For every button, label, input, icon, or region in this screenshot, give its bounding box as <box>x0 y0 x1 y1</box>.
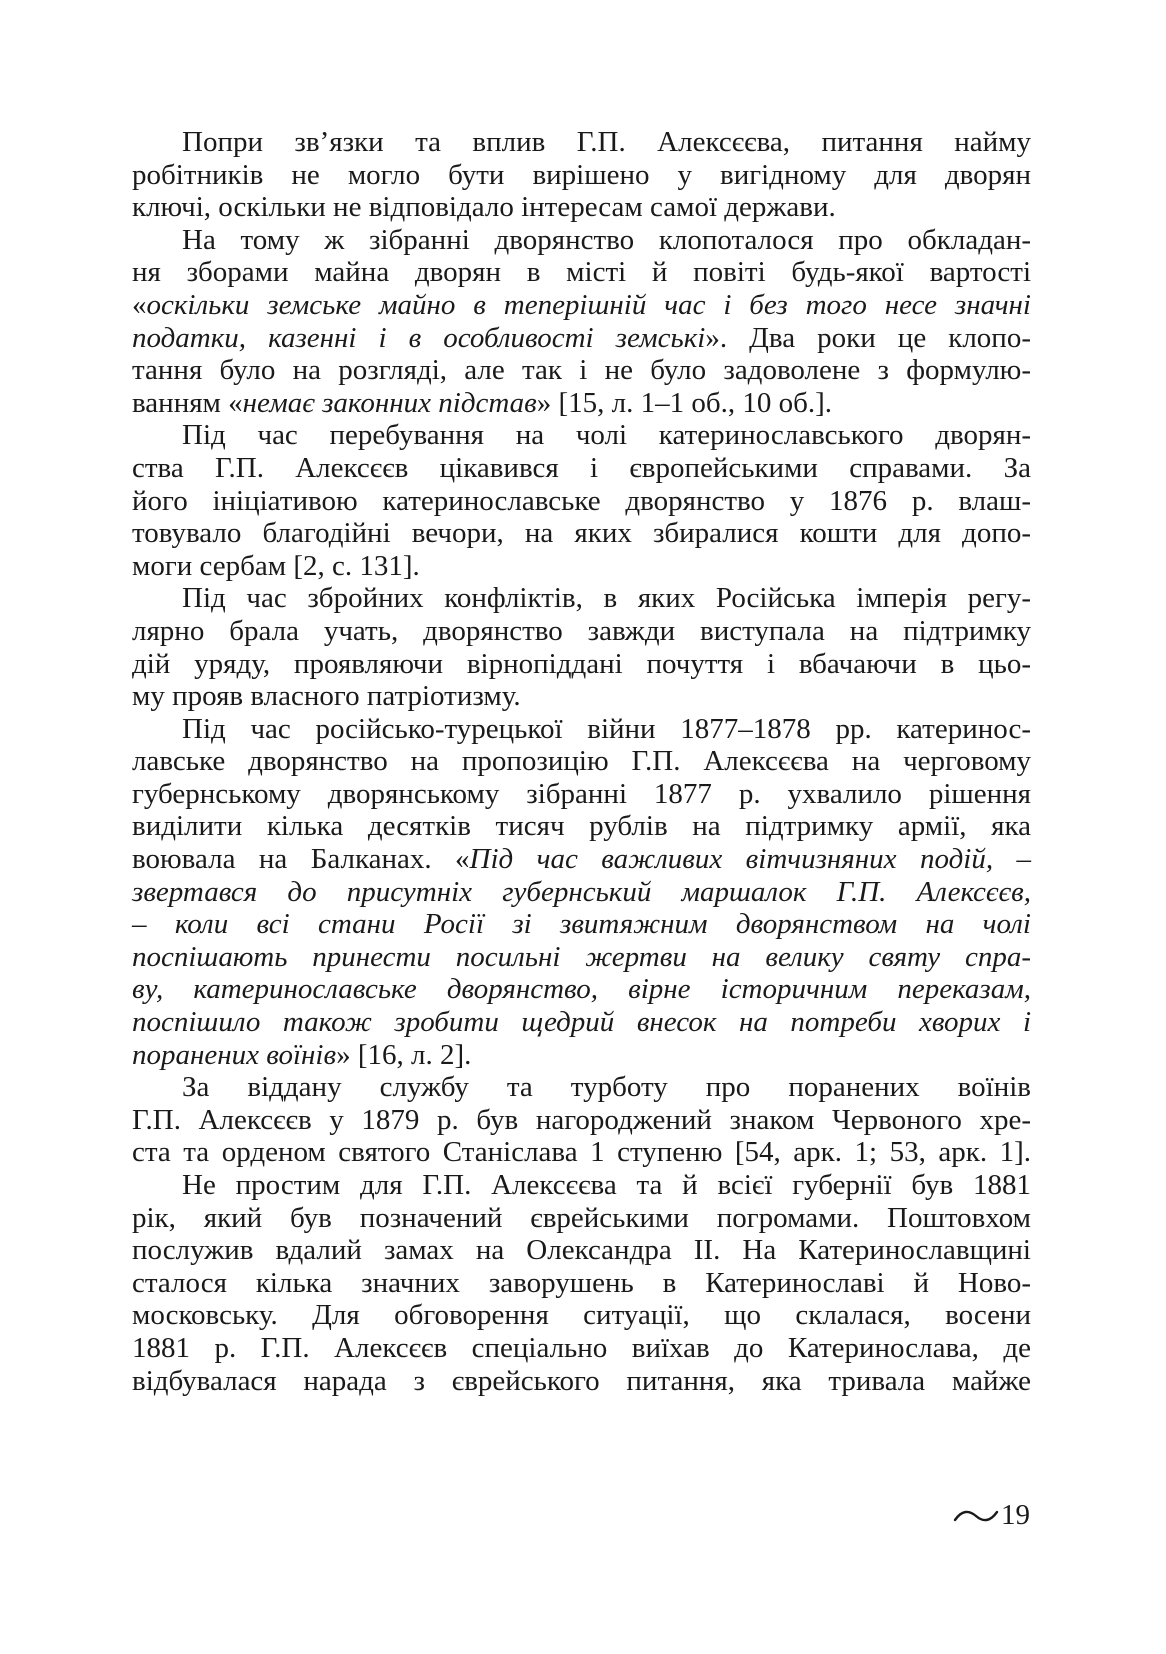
text-line: Не простим для Г.П. Алексєєва та й всієї губернії був 1881 <box>182 1169 1031 1201</box>
text-line: лярно брала учать, дворянство завжди виступала на підтримку <box>132 614 1031 647</box>
text-line: поспішило також зробити щедрий внесок на потреби хворих і <box>132 1006 1031 1039</box>
page-number <box>953 1499 1030 1532</box>
text-line: ста та орденом святого Станіслава 1 ступеню [54, арк. 1; 53, арк. 1]. <box>132 1136 1031 1169</box>
text-line: воювала на Балканах. «Під час важливих вітчизняних подій, – <box>132 843 1031 876</box>
text-line: сталося кілька значних заворушень в Катеринославі й Ново- <box>132 1266 1031 1299</box>
text-line: – коли всі стани Росії зі звитяжним дворянством на чолі <box>132 908 1031 941</box>
text-line: послужив вдалий замах на Олександра ІІ. На Катеринославщині <box>132 1234 1031 1267</box>
text-line: моги сербам [2, с. 131]. <box>132 549 420 582</box>
text-line: ву, катеринославське дворянство, вірне історичним переказам, <box>132 973 1031 1006</box>
text-line: робітників не могло бути вирішено у вигідному для дворян <box>132 158 1031 191</box>
text-line: виділити кілька десятків тисяч рублів на підтримку армії, яка <box>132 810 1031 843</box>
text-line: За віддану службу та турботу про поранених воїнів <box>182 1071 1031 1104</box>
text-line: «оскільки земське майно в теперішній час і без того несе значні <box>132 288 1031 321</box>
text-line: дій уряду, проявляючи вірнопіддані почуття і вбачаючи в цьо- <box>132 647 1031 680</box>
body-text <box>132 126 1031 1397</box>
text-line: звертався до присутніх губернський маршалок Г.П. Алексєєв, <box>132 875 1031 908</box>
text-line: му прояв власного патріотизму. <box>132 680 521 713</box>
text-line: губернському дворянському зібранні 1877 р. ухвалило рішення <box>132 777 1031 810</box>
text-line: рік, який був позначений єврейськими погромами. Поштовхом <box>132 1201 1031 1234</box>
text-line: поспішають принести посильні жертви на велику святу спра- <box>132 940 1031 973</box>
text-line: ванням «немає законних підстав» [15, л. 1–1 об., 10 об.]. <box>132 386 833 419</box>
text-line: Під час перебування на чолі катеринославського дворян- <box>182 419 1031 452</box>
text-line: ключі, оскільки не відповідало інтересам самої держави. <box>132 191 836 224</box>
text-line: 1881 р. Г.П. Алексєєв спеціально виїхав до Катеринослава, де <box>132 1331 1031 1364</box>
text-line: ства Г.П. Алексєєв цікавився і європейськими справами. За <box>132 451 1031 484</box>
text-line: податки, казенні і в особливості земські». Два роки це клопо- <box>132 321 1031 354</box>
text-line: товувало благодійні вечори, на яких збиралися кошти для допо- <box>132 517 1031 550</box>
text-line: його ініціативою катеринославське дворянство у 1876 р. влаш- <box>132 484 1031 517</box>
text-line: На тому ж зібранні дворянство клопоталося про обкладан- <box>182 223 1031 256</box>
text-line: відбувалася нарада з єврейського питання, яка тривала майже <box>132 1364 1031 1397</box>
text-line: московську. Для обговорення ситуації, що склалася, восени <box>132 1299 1031 1332</box>
text-line: тання було на розгляді, але так і не було задоволене з формулю- <box>132 354 1031 387</box>
text-line: Під час збройних конфліктів, в яких Російська імперія регу- <box>182 582 1031 615</box>
text-line: ня зборами майна дворян в місті й повіті будь-якої вартості <box>132 256 1031 289</box>
text-line: Під час російсько-турецької війни 1877–1878 рр. катеринос- <box>182 712 1031 745</box>
text-line: поранених воїнів» [16, л. 2]. <box>132 1038 472 1071</box>
tilde-ornament-icon <box>953 1507 999 1525</box>
text-line: Попри зв’язки та вплив Г.П. Алексєєва, питання найму <box>182 126 1031 158</box>
text-line: Г.П. Алексєєв у 1879 р. був нагороджений знаком Червоного хре- <box>132 1103 1031 1136</box>
page-number-text: 19 <box>1001 1499 1030 1531</box>
text-line: лавське дворянство на пропозицію Г.П. Алексєєва на черговому <box>132 745 1031 778</box>
